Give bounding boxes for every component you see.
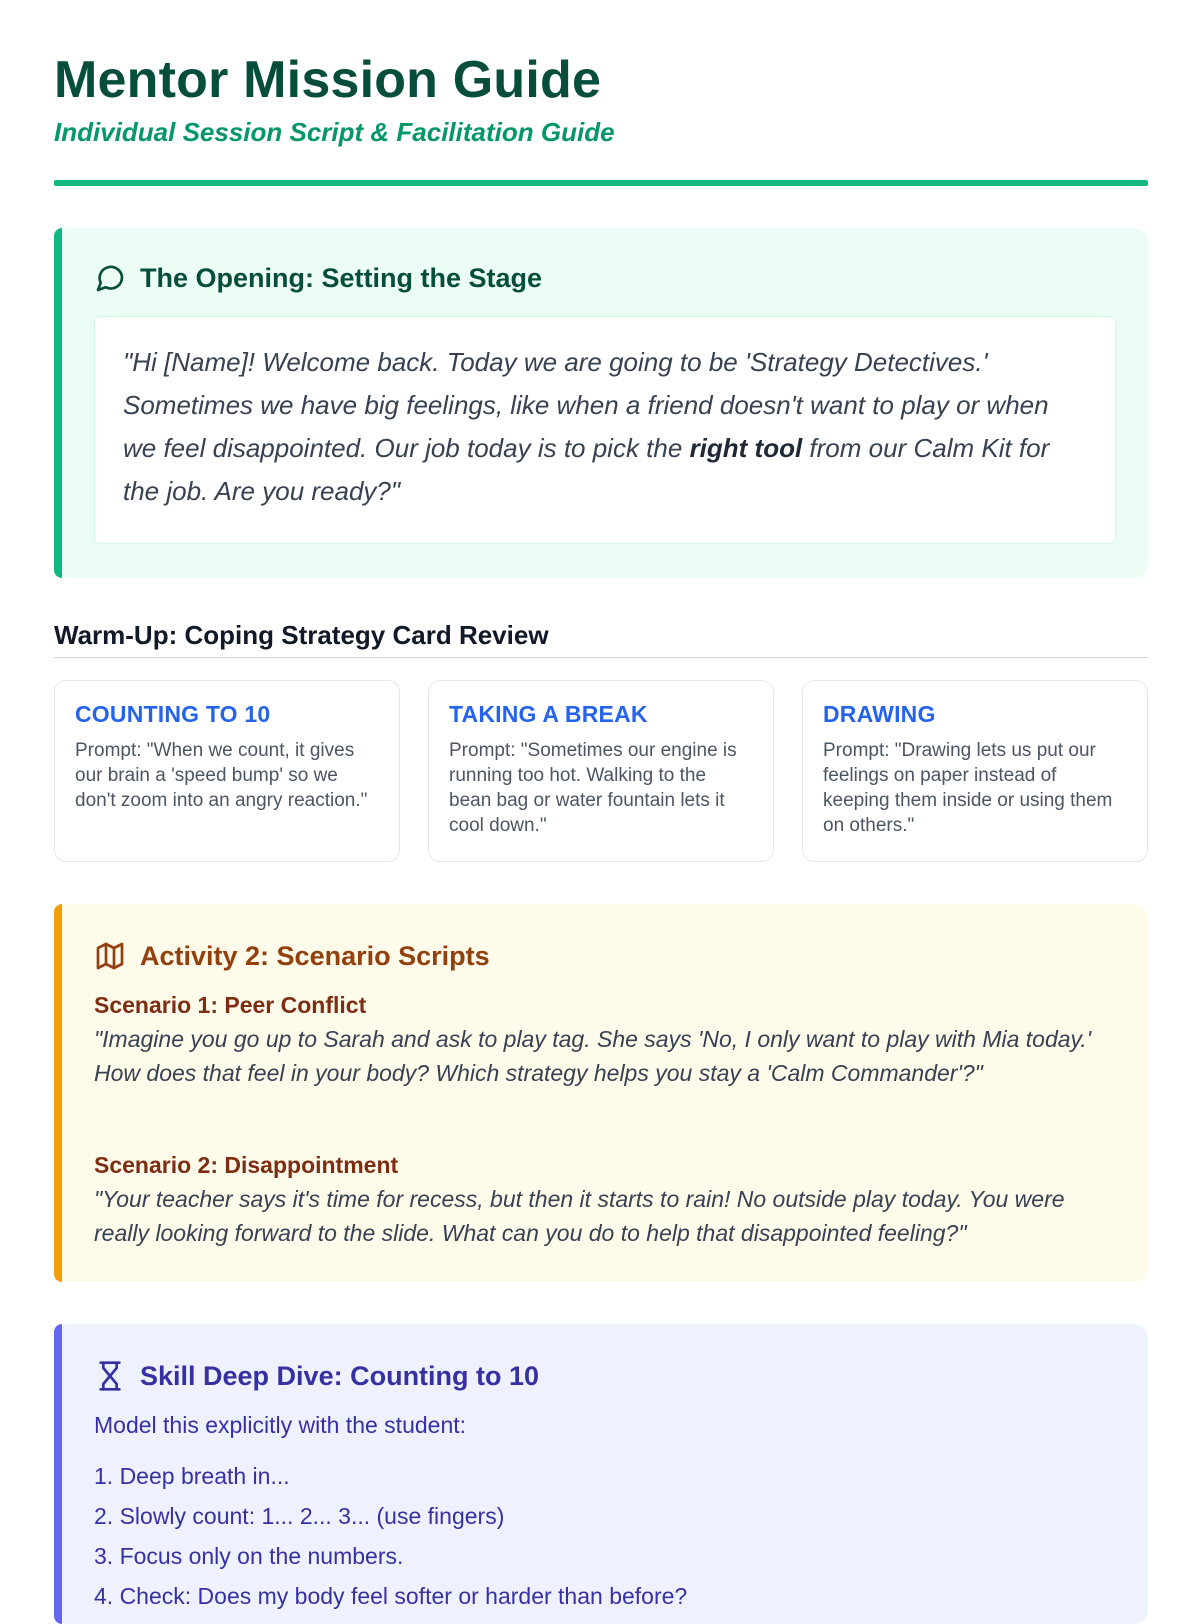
opening-heading-text: The Opening: Setting the Stage — [140, 262, 543, 293]
strategy-card-counting — [54, 680, 400, 862]
card-prompt: Prompt: "Sometimes our engine is running too hot. Walking to the bean bag or water fountain lets it cool down." — [449, 740, 737, 836]
map-icon — [94, 940, 126, 972]
skill-steps-list — [94, 1456, 687, 1616]
opening-quote-text-2: from our Calm Kit for the job. Are you ready?" — [123, 433, 1050, 506]
scenario-1-title: Scenario 1: Peer Conflict — [94, 992, 367, 1018]
skill-step: 2. Slowly count: 1... 2... 3... (use fingers) — [94, 1503, 505, 1529]
speech-bubble-icon — [94, 262, 126, 294]
opening-section — [54, 228, 1148, 578]
card-prompt: Prompt: "When we count, it gives our brain a 'speed bump' so we don't zoom into an angry reaction." — [75, 740, 368, 811]
skill-step: 3. Focus only on the numbers. — [94, 1543, 404, 1569]
skill-intro: Model this explicitly with the student: — [94, 1412, 467, 1438]
warmup-divider — [54, 657, 1148, 658]
page-subtitle: Individual Session Script & Facilitation Guide — [54, 117, 615, 147]
opening-heading — [94, 262, 542, 294]
hourglass-icon — [94, 1360, 126, 1392]
card-title: COUNTING TO 10 — [75, 701, 271, 727]
scenario-1-text: "Imagine you go up to Sarah and ask to play tag. She says 'No, I only want to play with Mia today.' How does that feel in your body? Which strategy helps you stay a 'Calm Commander'?" — [94, 1026, 1092, 1086]
card-prompt: Prompt: "Drawing lets us put our feelings on paper instead of keeping them inside or using them on others." — [823, 740, 1113, 836]
strategy-card-break — [428, 680, 774, 862]
activity-heading-text: Activity 2: Scenario Scripts — [140, 940, 490, 971]
skill-heading-text: Skill Deep Dive: Counting to 10 — [140, 1360, 540, 1391]
card-title: TAKING A BREAK — [449, 701, 648, 727]
opening-accent-bar — [54, 228, 62, 578]
scenario-2-title: Scenario 2: Disappointment — [94, 1152, 399, 1178]
activity-heading — [94, 940, 490, 972]
opening-quote-emphasis: right tool — [689, 433, 803, 463]
scenario-2-text: "Your teacher says it's time for recess, but then it starts to rain! No outside play today. You were really looking forward to the slide. What can you do to help that disappointed feeling?" — [94, 1186, 1065, 1246]
skill-step: 4. Check: Does my body feel softer or harder than before? — [94, 1583, 688, 1609]
opening-quote — [94, 316, 1116, 544]
skill-step: 1. Deep breath in... — [94, 1463, 290, 1489]
card-title: DRAWING — [823, 701, 936, 727]
activity-section — [54, 904, 1148, 1282]
warmup-title: Warm-Up: Coping Strategy Card Review — [54, 620, 549, 650]
skill-heading — [94, 1360, 539, 1392]
opening-quote-text-1: "Hi [Name]! Welcome back. Today we are going to be 'Strategy Detectives.' Sometimes we have big feelings, like when a friend doesn't want to play or when we feel disappointed. Our job today is to pick the — [123, 347, 1049, 463]
skill-section — [54, 1324, 1148, 1624]
skill-accent-bar — [54, 1324, 62, 1624]
strategy-card-drawing — [802, 680, 1148, 862]
page-title: Mentor Mission Guide — [54, 51, 602, 109]
header-divider — [54, 180, 1148, 186]
activity-accent-bar — [54, 904, 62, 1282]
